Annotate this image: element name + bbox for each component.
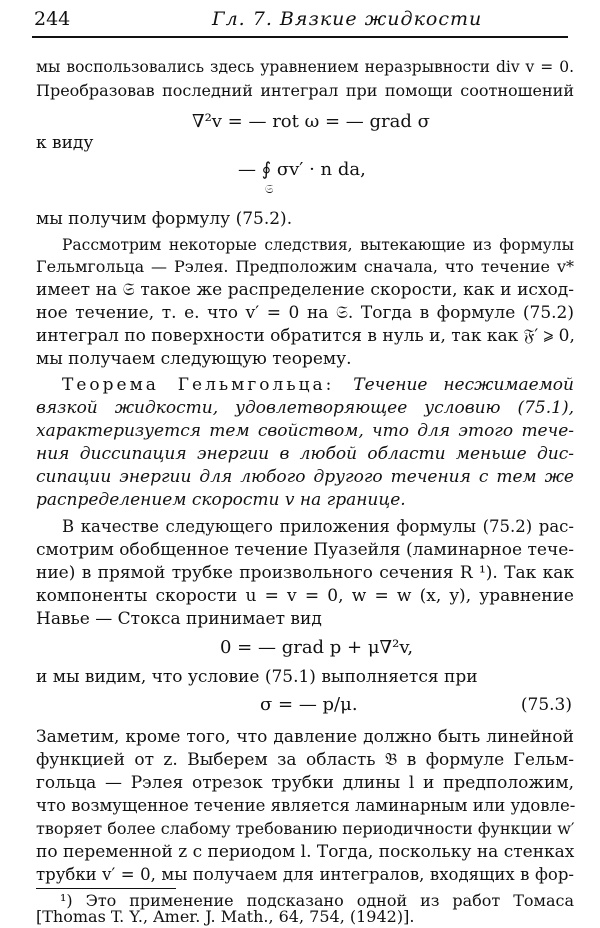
equation-number: (75.3) [520,695,572,715]
footnote-line: [Thomas T. Y., Amer. J. Math., 64, 754, (1942)]. [36,907,415,926]
text-line: гольца — Рэлея отрезок трубки длины l и предположим, [36,773,574,793]
header-rule [32,36,568,38]
equation-surface-integral: — ∮ σv′ · n da, [238,159,366,180]
text-line: интеграл по поверхности обратится в нуль и, так как 𝔉′ ⩾ 0, [36,326,575,346]
text-line: ное течение, т. е. что v′ = 0 на 𝔖. Тогда в формуле (75.2) [36,303,574,323]
theorem-line: распределением скорости v на границе. [36,490,406,510]
text-line: компоненты скорости u = v = 0, w = w (x, y), уравнение [36,586,574,606]
equation-sigma: σ = — p/μ. [260,694,358,715]
page-number: 244 [34,8,71,30]
equation-rot: ∇²v = — rot ω = — grad σ [192,111,430,132]
equation-navier-stokes: 0 = — grad p + μ∇²v, [220,637,414,658]
text-line: Заметим, кроме того, что давление должно быть линейной [36,727,574,747]
text-line: по переменной z с периодом l. Тогда, поскольку на стенках [36,842,575,862]
text-line: В качестве следующего приложения формулы (75.2) рас- [62,517,574,536]
running-header: Гл. 7. Вязкие жидкости [212,8,483,30]
text-line: мы получаем следующую теорему. [36,349,352,369]
text-line: трубки v′ = 0, мы получаем для интегралов, входящих в фор- [36,865,574,884]
theorem-text: Течение несжимаемой [353,375,574,395]
theorem-line: характеризуется тем свойством, что для этого тече- [36,421,574,441]
text-line: творяет более слабому требованию периодичности функции w′ [36,819,575,838]
integral-subscript: 𝔖 [265,182,274,196]
footnote-line: ¹) Это применение подсказано одной из работ Томаса [60,891,574,910]
text-line: Навье — Стокса принимает вид [36,609,322,629]
theorem-title: Теорема Гельмгольца: [62,375,354,395]
text-line: Преобразовав последний интеграл при помощи соотношений [36,81,574,100]
text-line: мы воспользовались здесь уравнением неразрывности div v = 0. [36,58,574,76]
text-line: ние) в прямой трубке произвольного сечения R ¹). Так как [36,563,574,583]
text-line: имеет на 𝔖 такое же распределение скорости, как и исход- [36,280,574,300]
text-line: и мы видим, что условие (75.1) выполняется при [36,667,478,687]
theorem-line: ния диссипация энергии в любой области меньше дис- [36,444,574,464]
text-line: что возмущенное течение является ламинарным или удовле- [36,796,576,815]
text-line: Рассмотрим некоторые следствия, вытекающие из формулы [62,236,574,254]
text-line: мы получим формулу (75.2). [36,209,293,229]
text-line: функцией от z. Выберем за область 𝔅 в формуле Гельм- [36,750,574,770]
theorem-heading-line [62,374,574,396]
theorem-line: вязкой жидкости, удовлетворяющее условию (75.1), [36,398,574,418]
theorem-line: сипации энергии для любого другого течения с тем же [36,467,574,487]
footnote-rule [36,888,176,889]
text-line: смотрим обобщенное течение Пуазейля (ламинарное тече- [36,540,574,560]
text-line: к виду [36,133,94,153]
text-line: Гельмгольца — Рэлея. Предположим сначала, что течение v* [36,257,574,276]
